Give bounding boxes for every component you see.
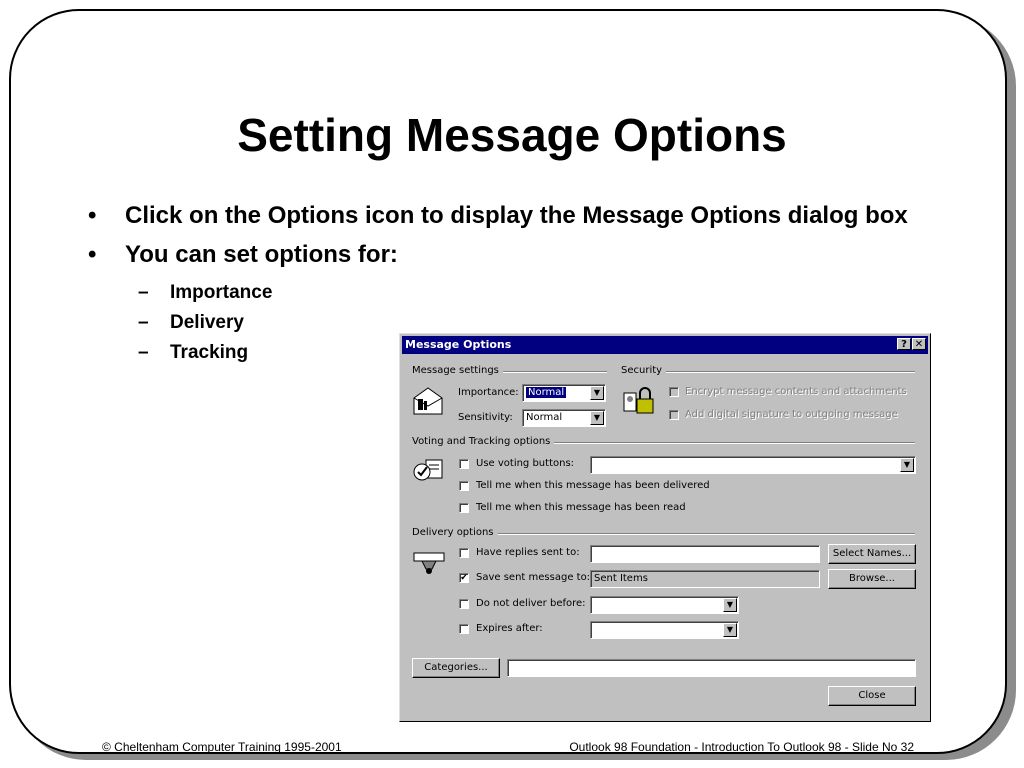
save-sent-label: Save sent message to:	[476, 572, 591, 583]
browse-button[interactable]: Browse...	[828, 569, 916, 589]
read-receipt-checkbox[interactable]	[459, 503, 469, 513]
sub-bullet-text: Importance	[170, 282, 273, 303]
message-options-dialog	[399, 333, 931, 722]
select-names-button[interactable]: Select Names...	[828, 544, 916, 564]
group-label: Security	[621, 365, 666, 376]
group-label: Voting and Tracking options	[412, 436, 554, 447]
do-not-deliver-select[interactable]	[590, 596, 739, 614]
close-button[interactable]: Close	[828, 686, 916, 706]
envelope-importance-icon	[412, 384, 444, 416]
voting-checkmark-icon	[412, 456, 446, 484]
bullet-symbol: •	[88, 202, 97, 229]
encrypt-checkbox[interactable]	[669, 387, 679, 397]
delivered-receipt-label: Tell me when this message has been delivered	[476, 480, 710, 491]
voting-buttons-label: Use voting buttons:	[476, 458, 575, 469]
group-label: Message settings	[412, 365, 503, 376]
security-group	[621, 365, 915, 377]
voting-buttons-checkbox[interactable]	[459, 459, 469, 469]
chevron-down-icon[interactable]: ▼	[900, 458, 914, 472]
digital-signature-label: Add digital signature to outgoing message	[685, 409, 898, 420]
expires-after-select[interactable]	[590, 621, 739, 639]
message-settings-group	[412, 365, 607, 377]
voting-buttons-select[interactable]	[590, 456, 916, 474]
check-mark-icon: ✔	[460, 573, 468, 583]
save-sent-folder-field[interactable]	[590, 570, 820, 588]
bullet-item	[88, 200, 948, 231]
footer-slide-info: Outlook 98 Foundation - Introduction To Outlook 98 - Slide No 32	[569, 740, 914, 754]
sub-bullet-text: Tracking	[170, 342, 249, 363]
bullet-symbol: •	[88, 241, 97, 268]
encrypt-label: Encrypt message contents and attachments	[685, 386, 907, 397]
delivered-receipt-checkbox[interactable]	[459, 481, 469, 491]
chevron-down-icon[interactable]: ▼	[723, 598, 737, 612]
save-sent-folder-value: Sent Items	[594, 573, 648, 584]
chevron-down-icon[interactable]: ▼	[590, 386, 604, 400]
read-receipt-label: Tell me when this message has been read	[476, 502, 686, 513]
have-replies-label: Have replies sent to:	[476, 547, 580, 558]
chevron-down-icon[interactable]: ▼	[723, 623, 737, 637]
lock-certificate-icon	[622, 383, 656, 417]
categories-button[interactable]: Categories...	[412, 658, 500, 678]
bullet-text: You can set options for:	[125, 241, 398, 268]
categories-input[interactable]	[507, 659, 916, 677]
sensitivity-value: Normal	[526, 412, 563, 423]
replies-to-input[interactable]	[590, 545, 820, 563]
have-replies-checkbox[interactable]	[459, 548, 469, 558]
expires-after-checkbox[interactable]	[459, 624, 469, 634]
close-x-button[interactable]: ✕	[912, 338, 926, 350]
bullet-item	[88, 239, 948, 270]
help-button[interactable]: ?	[897, 338, 911, 350]
group-label: Delivery options	[412, 527, 498, 538]
chevron-down-icon[interactable]: ▼	[590, 411, 604, 425]
slide-title: Setting Message Options	[237, 109, 787, 161]
importance-label: Importance:	[458, 387, 519, 398]
save-sent-checkbox[interactable]	[459, 573, 469, 583]
dialog-titlebar[interactable]	[402, 336, 928, 354]
sensitivity-label: Sensitivity:	[458, 412, 513, 423]
voting-tracking-group	[412, 436, 915, 448]
dash-symbol: –	[138, 312, 149, 333]
footer-copyright: © Cheltenham Computer Training 1995-2001	[102, 740, 342, 754]
sub-bullet-text: Delivery	[170, 312, 244, 333]
bullet-text: Click on the Options icon to display the Message Options dialog box	[125, 202, 908, 229]
importance-select[interactable]	[522, 384, 606, 402]
importance-value: Normal	[528, 387, 565, 398]
dash-symbol: –	[138, 282, 149, 303]
do-not-deliver-label: Do not deliver before:	[476, 598, 586, 609]
sub-bullet-item	[88, 278, 948, 308]
dialog-title: Message Options	[405, 338, 512, 351]
expires-after-label: Expires after:	[476, 623, 543, 634]
digital-signature-checkbox[interactable]	[669, 410, 679, 420]
delivery-truck-icon	[412, 549, 446, 575]
do-not-deliver-checkbox[interactable]	[459, 599, 469, 609]
dash-symbol: –	[138, 342, 149, 363]
sensitivity-select[interactable]	[522, 409, 606, 427]
delivery-options-group	[412, 527, 915, 539]
